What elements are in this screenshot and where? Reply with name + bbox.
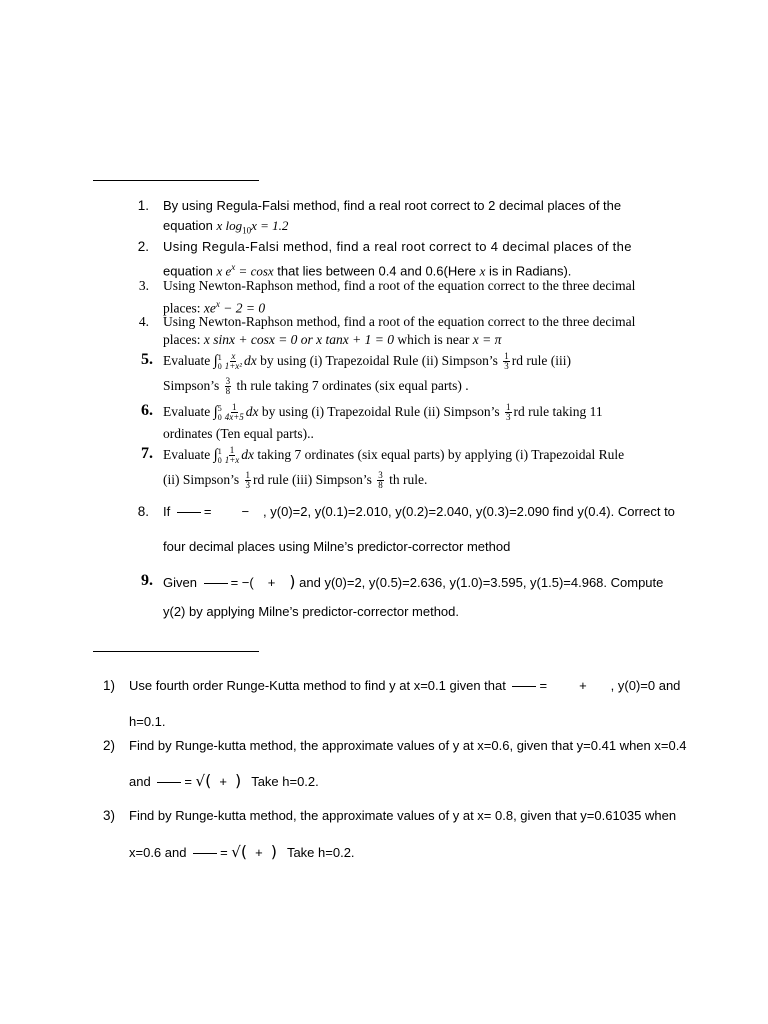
question-text-line2: x=0.6 and = √( + ) Take h=0.2. — [129, 842, 355, 861]
question-text: By using Regula-Falsi method, find a real root correct to 2 decimal places of the — [163, 198, 622, 213]
integral-sign: ∫ — [213, 447, 218, 463]
question-number: 3. — [138, 278, 149, 293]
question-text-line2: places: x sinx + cosx = 0 or x tanx + 1 = 0 which is near x = π — [163, 332, 502, 347]
question-number: 1) — [102, 678, 115, 693]
question-number: 2) — [102, 738, 115, 753]
derivative-fraction-bar — [512, 686, 536, 687]
question-text: Using Newton-Raphson method, find a root of the equation correct to the three decimal — [163, 314, 636, 329]
question-number: 9. — [141, 572, 153, 589]
integral-sign: ∫ — [213, 353, 218, 369]
question-text-line2: places: $xe^x - 2 = 0$ — [163, 299, 266, 316]
integrand-fraction: $\frac{1}{1+x}$ — [224, 445, 240, 466]
question-text: Find by Runge-kutta method, the approximate values of y at x=0.6, given that y=0.41 when x=0.4 — [129, 738, 687, 753]
question-number: 7. — [141, 445, 153, 462]
question-text-line2: equation x $e^x = \cos x$ that lies between 0.4 and 0.6(Here x is in Radians). — [163, 262, 572, 279]
question-text: Evaluate ∫ 5 0 $\frac{1}{4x+5}$ dx by using (i) Trapezoidal Rule (ii) Simpson’s $\frac{1}{3}$ rd rule taking 11 — [163, 402, 603, 423]
sqrt-sign: √ — [231, 843, 241, 861]
question-number: 2. — [137, 239, 149, 254]
derivative-fraction-bar — [204, 583, 228, 584]
derivative-fraction-bar — [177, 512, 201, 513]
question-text: Evaluate ∫ 1 0 $\frac{1}{1+x}$ dx taking 7 ordinates (six equal parts) by applying (i) Trapezoidal Rule — [163, 445, 625, 466]
question-number: 5. — [141, 351, 153, 368]
question-text: Find by Runge-kutta method, the approximate values of y at x= 0.8, given that y=0.61035 when — [129, 808, 677, 823]
question-number: 1. — [137, 198, 149, 213]
question-text: Given = −( + ) and y(0)=2, y(0.5)=2.636, y(1.0)=3.595, y(1.5)=4.968. Compute — [163, 572, 664, 591]
question-text: Evaluate ∫ 1 0 $\frac{x}{\text{1+x²}}$ dx by using (i) Trapezoidal Rule (ii) Simpson’s $\frac{1}{3}$ rd rule (iii) — [163, 351, 571, 372]
question-number: 3) — [102, 808, 115, 823]
question-text: If = − , y(0)=2, y(0.1)=2.010, y(0.2)=2.040, y(0.3)=2.090 find y(0.4). Correct to — [163, 504, 675, 519]
derivative-fraction-bar — [157, 782, 181, 783]
question-text-line2: four decimal places using Milne’s predictor-corrector method — [163, 539, 511, 554]
sqrt-sign: √ — [195, 772, 206, 790]
derivative-fraction-bar — [193, 853, 217, 854]
question-number: 4. — [138, 314, 149, 329]
equation: x sinx + cosx = 0 or x tanx + 1 = 0 — [203, 332, 395, 347]
equation: x e — [216, 263, 232, 279]
question-text: Using Newton-Raphson method, find a root of the equation correct to the three decimal — [163, 278, 636, 293]
question-text-line2: h=0.1. — [129, 714, 166, 729]
equation: xe — [203, 300, 216, 316]
section-divider-bottom — [93, 651, 259, 652]
integrand-fraction: $\frac{x}{\text{1+x²}}$ — [224, 351, 242, 372]
integral-sign: ∫ — [213, 404, 218, 420]
question-text-line2: (ii) Simpson’s $\frac{1}{3}$ rd rule (iii) Simpson’s $\frac{3}{8}$ th rule. — [163, 470, 428, 491]
question-text: Using Regula-Falsi method, find a real root correct to 4 decimal places of the — [163, 239, 632, 254]
question-text-line2: equation x $\log_{10}x = 1.2$ — [163, 218, 289, 236]
section-divider-top — [93, 180, 259, 181]
question-text-line2: ordinates (Ten equal parts).. — [163, 426, 314, 441]
equation: x log — [216, 218, 243, 233]
question-number: 6. — [141, 402, 153, 419]
question-number: 8. — [137, 504, 149, 519]
question-text: Use fourth order Runge-Kutta method to find y at x=0.1 given that = + , y(0)=0 and — [129, 678, 681, 693]
question-text-line2: Simpson’s $\frac{3}{8}$ th rule taking 7 ordinates (six equal parts) . — [163, 376, 469, 397]
question-text-line2: y(2) by applying Milne’s predictor-corrector method. — [163, 604, 459, 619]
integrand-fraction: $\frac{1}{4x+5}$ — [224, 402, 244, 423]
question-text-line2: and = √( + ) Take h=0.2. — [129, 771, 319, 790]
